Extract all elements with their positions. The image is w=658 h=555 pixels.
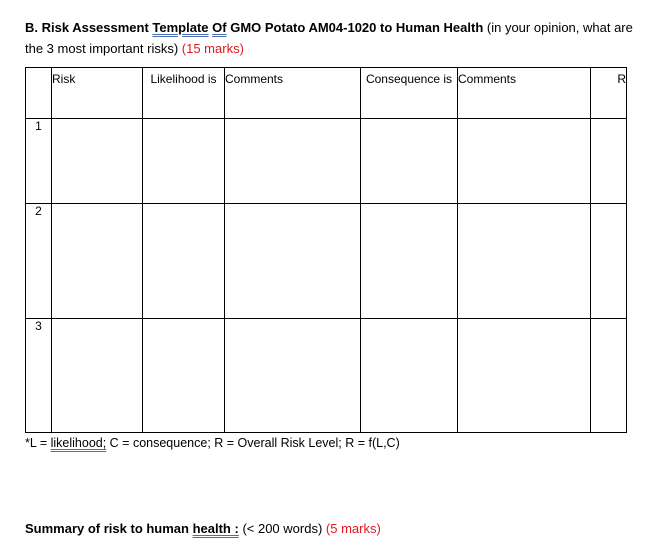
table-header-row — [26, 68, 627, 119]
risk-level-cell[interactable] — [591, 204, 627, 319]
row-number: 3 — [26, 319, 52, 433]
consequence-cell[interactable] — [361, 119, 458, 204]
summary-label: Summary of risk to human — [25, 521, 193, 536]
summary-marks: (5 marks) — [325, 521, 381, 536]
risk-cell[interactable] — [52, 119, 143, 204]
header-comments-1: Comments — [225, 68, 361, 119]
risk-cell[interactable] — [52, 204, 143, 319]
footnote-definitions: C = consequence; R = Overall Risk Level; R = f(L,C) — [106, 436, 400, 450]
risk-cell[interactable] — [52, 319, 143, 433]
consequence-comments-cell[interactable] — [458, 119, 591, 204]
risk-level-cell[interactable] — [591, 119, 627, 204]
heading-instructions: (in your opinion, what are the 3 most important risks) — [25, 20, 633, 56]
consequence-comments-cell[interactable] — [458, 319, 591, 433]
table-row — [26, 119, 627, 204]
likelihood-cell[interactable] — [143, 119, 225, 204]
likelihood-comments-cell[interactable] — [225, 319, 361, 433]
header-r: R — [591, 68, 627, 119]
table-row — [26, 204, 627, 319]
header-number-cell — [26, 68, 52, 119]
likelihood-comments-cell[interactable] — [225, 204, 361, 319]
heading-subject: GMO Potato AM04-1020 to Human Health — [226, 20, 484, 35]
consequence-cell[interactable] — [361, 204, 458, 319]
row-number: 2 — [26, 204, 52, 319]
likelihood-cell[interactable] — [143, 319, 225, 433]
likelihood-cell[interactable] — [143, 204, 225, 319]
consequence-cell[interactable] — [361, 319, 458, 433]
risk-level-cell[interactable] — [591, 319, 627, 433]
heading-of-word: Of — [212, 20, 227, 35]
table-footnote — [25, 434, 400, 452]
table-row — [26, 319, 627, 433]
header-risk: Risk — [52, 68, 143, 119]
header-comments-2: Comments — [458, 68, 591, 119]
summary-prompt — [25, 520, 381, 538]
header-likelihood: Likelihood is — [143, 68, 225, 119]
summary-word-limit: (< 200 words) — [238, 521, 326, 536]
section-heading — [25, 17, 640, 59]
heading-prefix: B. Risk Assessment — [25, 20, 153, 35]
heading-marks: (15 marks) — [181, 41, 244, 56]
footnote-likelihood-word: likelihood; — [50, 436, 107, 450]
likelihood-comments-cell[interactable] — [225, 119, 361, 204]
footnote-prefix: *L = — [25, 436, 51, 450]
heading-template-word: Template — [152, 20, 209, 35]
consequence-comments-cell[interactable] — [458, 204, 591, 319]
row-number: 1 — [26, 119, 52, 204]
risk-assessment-table — [25, 67, 627, 433]
header-consequence: Consequence is — [361, 68, 458, 119]
summary-health-word: health : — [192, 521, 239, 536]
